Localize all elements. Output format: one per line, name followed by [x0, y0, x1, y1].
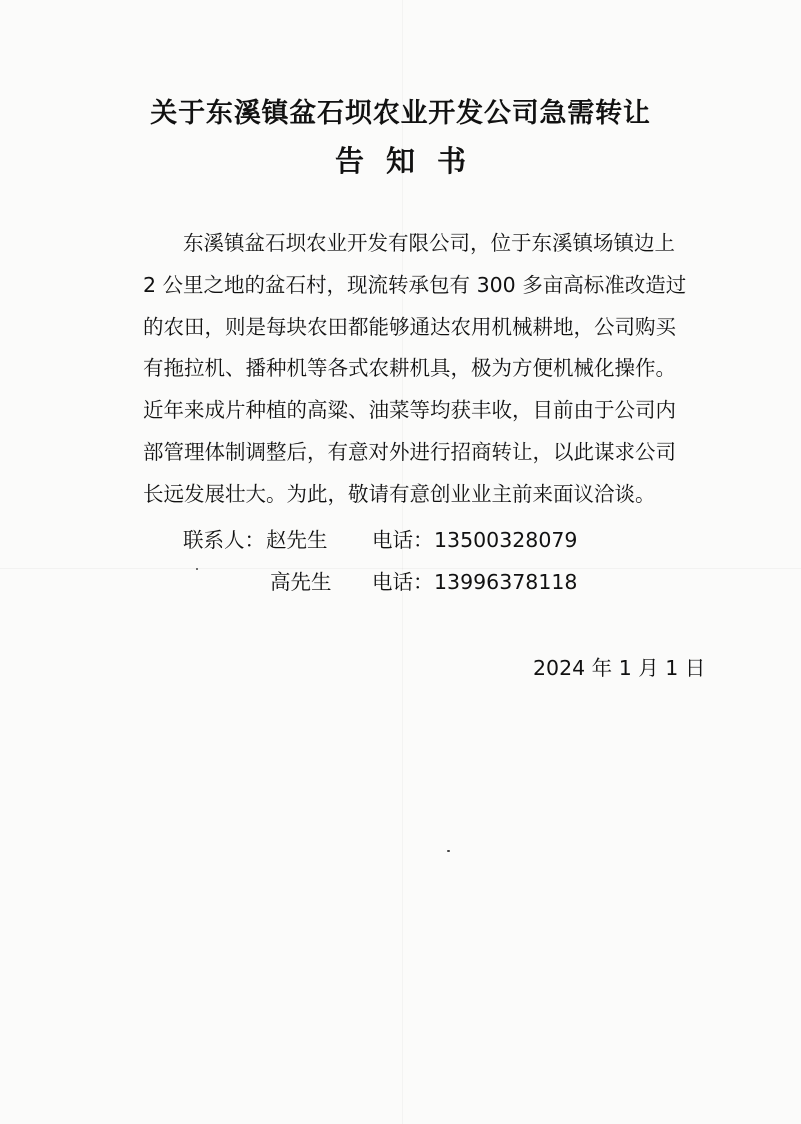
paper-speck	[196, 568, 198, 570]
document-subtitle: 告知书	[334, 144, 488, 178]
paper-speck	[447, 850, 450, 852]
phone-number: 13500328079	[434, 528, 578, 552]
contact-label: 联系人：	[183, 528, 265, 552]
paragraph-line: 的农田，则是每块农田都能够通达农用机械耕地，公司购买	[143, 315, 676, 339]
paragraph-line: 有拖拉机、播种机等各式农耕机具，极为方便机械化操作。	[143, 356, 676, 380]
phone-number: 13996378118	[434, 570, 578, 594]
paragraph-line: 近年来成片种植的高粱、油菜等均获丰收，目前由于公司内	[143, 398, 676, 422]
phone-label: 电话：	[372, 528, 434, 552]
contact-name: 赵先生	[266, 528, 328, 552]
paragraph-line: 长远发展壮大。为此，敬请有意创业业主前来面议洽谈。	[143, 482, 656, 506]
document-title: 关于东溪镇盆石坝农业开发公司急需转让	[150, 98, 651, 129]
document-date: 2024 年 1 月 1 日	[533, 656, 706, 680]
paragraph-line: 2 公里之地的盆石村，现流转承包有 300 多亩高标准改造过	[143, 273, 687, 297]
phone-label: 电话：	[372, 570, 434, 594]
contact-name: 高先生	[270, 570, 332, 594]
paragraph-line: 东溪镇盆石坝农业开发有限公司，位于东溪镇场镇边上	[183, 231, 675, 255]
paragraph-line: 部管理体制调整后，有意对外进行招商转让，以此谋求公司	[143, 440, 676, 464]
